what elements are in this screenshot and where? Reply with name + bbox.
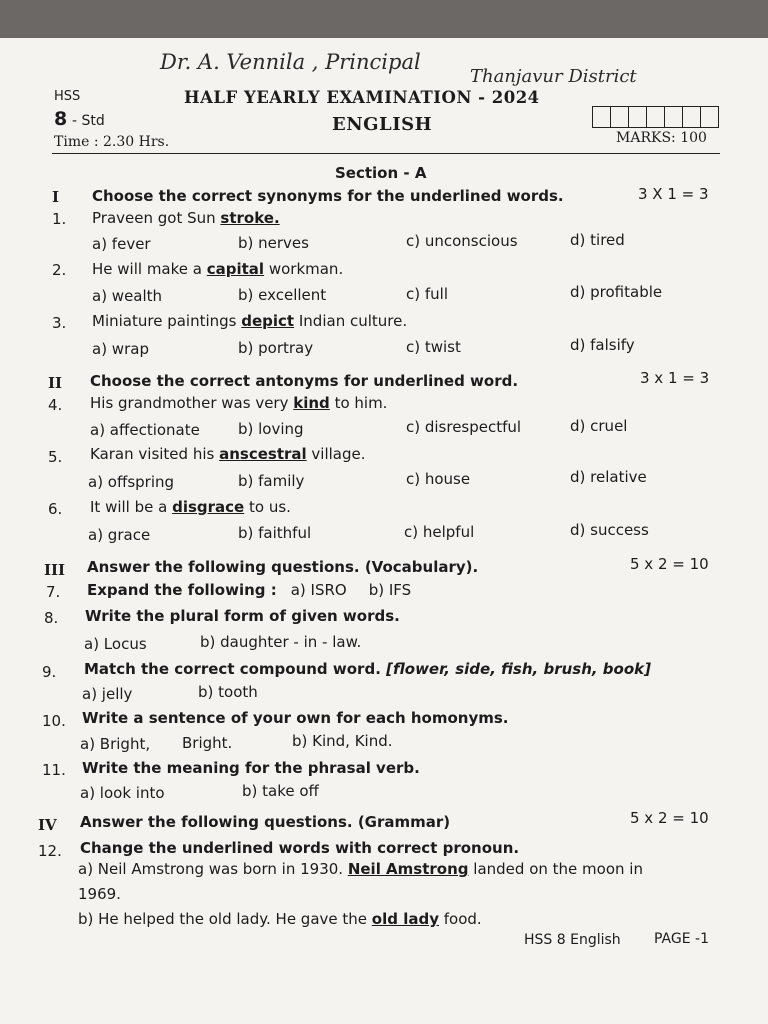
option-b: b) take off: [242, 782, 319, 800]
part-number: I: [52, 188, 60, 206]
option-a-word2: Bright.: [182, 734, 233, 752]
option-b: b) portray: [238, 339, 314, 357]
question-text: Match the correct compound word. [flower, side, fish, brush, book]: [84, 660, 651, 678]
roll-number-boxes: [592, 106, 719, 128]
option-b: b) nerves: [238, 234, 309, 252]
question-number: 12.: [38, 842, 62, 860]
option-a: a) wealth: [92, 287, 163, 305]
part-number: II: [48, 374, 63, 392]
part-marks: 3 X 1 = 3: [638, 185, 709, 203]
question-text: Write the plural form of given words.: [85, 607, 400, 625]
question-number: 7.: [46, 583, 61, 601]
part-number: IV: [38, 816, 57, 834]
option-a: a) affectionate: [90, 421, 200, 439]
question-text: Expand the following : a) ISRO b) IFS: [87, 581, 412, 599]
question-number: 1.: [52, 210, 67, 228]
part-marks: 3 x 1 = 3: [640, 369, 710, 387]
part-title: Choose the correct antonyms for underlined word.: [90, 372, 519, 390]
header-divider: [52, 153, 720, 154]
question-text: Write the meaning for the phrasal verb.: [82, 759, 420, 777]
option-c: c) twist: [406, 338, 461, 356]
school-label: HSS: [54, 89, 81, 104]
option-c: c) house: [406, 470, 471, 488]
option-a: a) grace: [88, 526, 151, 544]
option-a: a) wrap: [92, 340, 149, 358]
option-d: d) success: [570, 521, 649, 539]
total-marks: MARKS: 100: [616, 130, 707, 146]
option-a: a) fever: [92, 235, 151, 253]
part-title: Answer the following questions. (Grammar): [80, 813, 451, 831]
question-number: 8.: [44, 609, 59, 627]
question-text: Karan visited his anscestral village.: [90, 445, 366, 463]
option-a: a) Bright,: [80, 735, 151, 753]
std-number: 8: [54, 108, 68, 130]
part-number: III: [44, 561, 66, 579]
standard: [54, 108, 105, 130]
question-number: 10.: [42, 712, 66, 730]
question-number: 3.: [52, 314, 67, 332]
std-label: - Std: [72, 113, 105, 129]
option-c: c) helpful: [404, 523, 475, 541]
option-b: b) excellent: [238, 286, 327, 304]
question-number: 5.: [48, 448, 63, 466]
option-a: a) Locus: [84, 635, 147, 653]
option-b: b) family: [238, 472, 305, 490]
question-text: Praveen got Sun stroke.: [92, 209, 280, 227]
exam-title: HALF YEARLY EXAMINATION - 2024: [184, 88, 540, 107]
question-text: He will make a capital workman.: [92, 260, 344, 278]
subject-title: ENGLISH: [332, 114, 433, 135]
option-a: a) offspring: [88, 473, 175, 491]
question-number: 2.: [52, 261, 67, 279]
option-d: d) relative: [570, 468, 647, 486]
part-title: Answer the following questions. (Vocabulary).: [87, 558, 479, 576]
question-text: Change the underlined words with correct pronoun.: [80, 839, 520, 857]
part-title: Choose the correct synonyms for the underlined words.: [92, 187, 564, 205]
part-marks: 5 x 2 = 10: [630, 809, 709, 827]
option-d: d) profitable: [570, 283, 663, 301]
page-number: PAGE -1: [654, 931, 709, 947]
option-c: c) disrespectful: [406, 418, 522, 436]
sub-question-a: a) Neil Amstrong was born in 1930. Neil Amstrong landed on the moon in: [78, 860, 643, 878]
option-d: d) falsify: [570, 336, 635, 354]
option-a: a) jelly: [82, 685, 133, 703]
footer-label: HSS 8 English: [524, 932, 621, 948]
question-text: It will be a disgrace to us.: [90, 498, 291, 516]
question-text: Miniature paintings depict Indian culture.: [92, 312, 408, 330]
sub-question-a-cont: 1969.: [78, 885, 121, 903]
option-d: d) tired: [570, 231, 625, 249]
handwritten-district: Thanjavur District: [470, 66, 637, 87]
section-heading: Section - A: [335, 164, 427, 182]
question-text: Write a sentence of your own for each homonyms.: [82, 709, 509, 727]
question-number: 9.: [42, 663, 57, 681]
question-number: 4.: [48, 396, 63, 414]
option-c: c) full: [406, 285, 448, 303]
question-text: His grandmother was very kind to him.: [90, 394, 388, 412]
question-number: 6.: [48, 500, 63, 518]
option-d: d) cruel: [570, 417, 628, 435]
part-marks: 5 x 2 = 10: [630, 555, 709, 573]
exam-page: [0, 38, 768, 1024]
option-b: b) Kind, Kind.: [292, 732, 393, 750]
question-number: 11.: [42, 761, 66, 779]
option-b: b) daughter - in - law.: [200, 633, 362, 651]
sub-question-b: b) He helped the old lady. He gave the old lady food.: [78, 910, 482, 928]
handwritten-principal: Dr. A. Vennila , Principal: [160, 50, 421, 74]
option-a: a) look into: [80, 784, 165, 802]
option-b: b) loving: [238, 420, 304, 438]
option-b: b) tooth: [198, 683, 258, 701]
option-b: b) faithful: [238, 524, 312, 542]
option-c: c) unconscious: [406, 232, 518, 250]
exam-time: Time : 2.30 Hrs.: [54, 134, 170, 150]
